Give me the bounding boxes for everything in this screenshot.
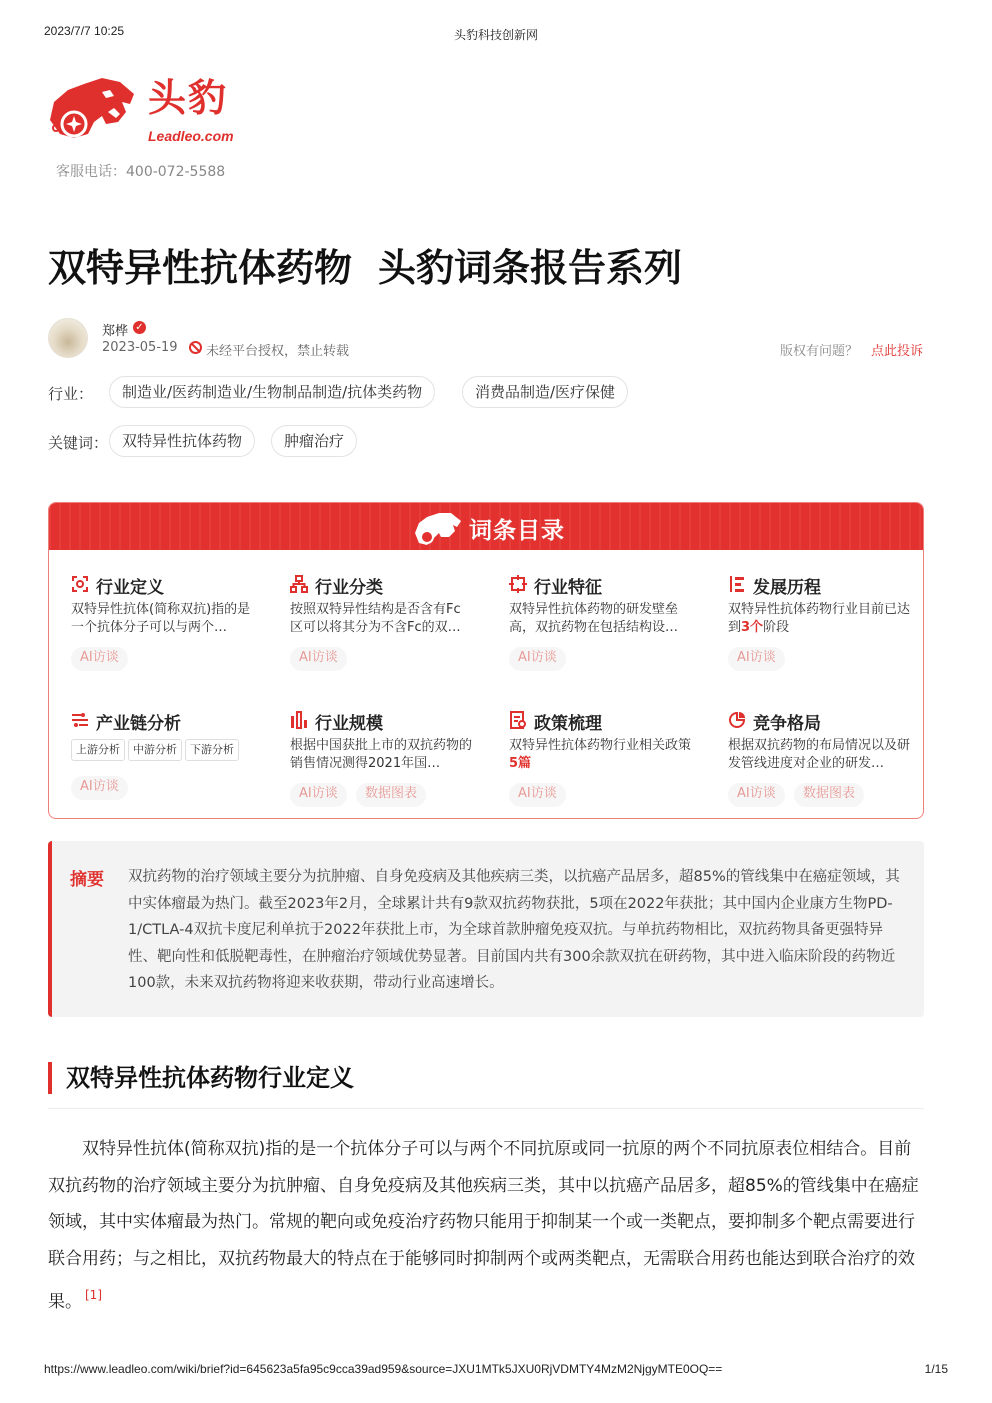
industry-tag[interactable]: 制造业/医药制造业/生物制品制造/抗体类药物 bbox=[109, 376, 435, 408]
toc-item-title: 行业定义 bbox=[96, 578, 164, 598]
classification-icon bbox=[290, 575, 308, 593]
scale-icon bbox=[290, 711, 308, 729]
toc-desc-text: 阶段 bbox=[763, 620, 790, 635]
feature-icon bbox=[509, 575, 527, 593]
toc-item-desc: 根据中国获批上市的双抗药物的销售情况测得2021年国… bbox=[290, 738, 473, 771]
toc-desc-text: 双特异性抗体药物行业目前已达到 bbox=[728, 602, 911, 635]
complaint-link[interactable]: 点此投诉 bbox=[870, 344, 923, 359]
toc-item-desc: 双特异性抗体(简称双抗)指的是一个抗体分子可以与两个… bbox=[71, 602, 251, 635]
toc-item-title: 政策梳理 bbox=[534, 714, 602, 734]
toc-item-desc: 根据双抗药物的布局情况以及研发管线进度对企业的研发… bbox=[728, 738, 911, 771]
toc-item-title: 产业链分析 bbox=[96, 714, 181, 734]
toc-item-title: 行业分类 bbox=[315, 578, 383, 598]
print-datetime: 2023/7/7 10:25 bbox=[44, 24, 125, 38]
ai-interview-button[interactable]: AI访谈 bbox=[728, 783, 785, 807]
leopard-logo-icon bbox=[411, 507, 465, 549]
title-main: 双特异性抗体药物 bbox=[48, 246, 353, 290]
brand-name: 头豹 bbox=[148, 76, 229, 120]
toc-item-title: 行业规模 bbox=[315, 714, 383, 734]
ai-interview-button[interactable]: AI访谈 bbox=[509, 647, 566, 671]
abstract-text: 双抗药物的治疗领域主要分为抗肿瘤、自身免疫病及其他疾病三类，以抗癌产品居多，超85%的管线集中在癌症领域，其中实体瘤最为热门。截至2023年2月，全球累计共有9款双抗药物获批，5项在2022年获批；其中国内企业康方生物PD-1/CTLA-4双抗卡度尼利单抗于2022年获批上市，为全球首款肿瘤免疫双抗。与单抗药物相比，双抗药物具备更强特异性、靶向性和低脱靶毒性，在肿瘤治疗领域优势显著。目前国内共有300余款双抗在研药物，其中进入临床阶段的药物近100款，未来双抗药物将迎来收获期，带动行业高速增长。 bbox=[128, 869, 900, 991]
brand-domain: Leadleo.com bbox=[148, 128, 234, 144]
title-series: 头豹词条报告系列 bbox=[378, 246, 683, 290]
chain-icon bbox=[71, 711, 89, 729]
page-number: 1/15 bbox=[924, 1362, 948, 1376]
keyword-tag[interactable]: 肿瘤治疗 bbox=[271, 425, 357, 457]
stage-count: 3个 bbox=[741, 620, 764, 635]
ai-interview-button[interactable]: AI访谈 bbox=[71, 776, 128, 800]
midstream-tag[interactable]: 中游分析 bbox=[128, 739, 182, 761]
policy-icon bbox=[509, 711, 527, 729]
ai-interview-button[interactable]: AI访谈 bbox=[728, 647, 785, 671]
ai-interview-button[interactable]: AI访谈 bbox=[71, 647, 128, 671]
data-chart-button[interactable]: 数据图表 bbox=[356, 783, 426, 807]
service-hotline: 客服电话：400-072-5588 bbox=[56, 164, 226, 180]
print-footer bbox=[44, 1362, 948, 1378]
ai-interview-button[interactable]: AI访谈 bbox=[509, 783, 566, 807]
definition-icon bbox=[71, 575, 89, 593]
body-text: 双特异性抗体(简称双抗)指的是一个抗体分子可以与两个不同抗原或同一抗原的两个不同抗原表位相结合。目前双抗药物的治疗领域主要分为抗肿瘤、自身免疫病及其他疾病三类，其中以抗癌产品居多，超85%的管线集中在癌症领域，其中实体瘤最为热门。常规的靶向或免疫治疗药物只能用于抑制某一个或一类靶点，要抑制多个靶点需要进行联合用药；与之相比，双抗药物最大的特点在于能够同时抑制两个或两类靶点，无需联合用药也能达到联合治疗的效果。 bbox=[48, 1139, 919, 1312]
policy-count: 5篇 bbox=[509, 756, 532, 771]
competition-icon bbox=[728, 711, 746, 729]
section-divider bbox=[48, 1108, 924, 1109]
keywords-label: 关键词： bbox=[48, 434, 109, 452]
downstream-tag[interactable]: 下游分析 bbox=[185, 739, 239, 761]
author-avatar[interactable] bbox=[48, 318, 88, 358]
reference-link[interactable]: [1] bbox=[85, 1288, 102, 1302]
page-url: https://www.leadleo.com/wiki/brief?id=645623a5fa95c9cca39ad959&source=JXU1MTk5JXU0RjVDMTY4MzM2NjgyMTE0OQ== bbox=[44, 1362, 723, 1376]
data-chart-button[interactable]: 数据图表 bbox=[794, 783, 864, 807]
toc-title: 词条目录 bbox=[469, 518, 565, 544]
toc-item-desc: 按照双特异性结构是否含有Fc区可以将其分为不含Fc的双… bbox=[290, 602, 461, 635]
abstract-box bbox=[48, 841, 924, 1017]
keyword-tag[interactable]: 双特异性抗体药物 bbox=[109, 425, 255, 457]
abstract-label: 摘要 bbox=[70, 870, 104, 890]
toc-item-desc bbox=[509, 737, 691, 773]
upstream-tag[interactable]: 上游分析 bbox=[71, 739, 125, 761]
toc-desc-text: 双特异性抗体药物行业相关政策 bbox=[509, 738, 692, 753]
leadleo-logo[interactable] bbox=[44, 72, 244, 152]
history-icon bbox=[728, 575, 746, 593]
prohibited-icon bbox=[189, 341, 202, 354]
copyright-question: 版权有问题？ bbox=[779, 344, 858, 359]
toc-item-title: 行业特征 bbox=[534, 578, 602, 598]
toc-item-title: 发展历程 bbox=[753, 578, 821, 598]
toc-item-title: 竞争格局 bbox=[753, 714, 821, 734]
section-title: 双特异性抗体药物行业定义 bbox=[48, 1062, 354, 1094]
rights-notice: 未经平台授权，禁止转载 bbox=[206, 344, 350, 359]
ai-interview-button[interactable]: AI访谈 bbox=[290, 783, 347, 807]
print-header bbox=[44, 24, 948, 40]
toc-item-desc: 双特异性抗体药物的研发壁垒高，双抗药物在包括结构设… bbox=[509, 602, 679, 635]
industry-tag[interactable]: 消费品制造/医疗保健 bbox=[462, 376, 628, 408]
leopard-logo-icon bbox=[44, 72, 140, 148]
author-name[interactable]: 郑桦 bbox=[102, 324, 129, 339]
publish-date: 2023-05-19 bbox=[102, 340, 178, 355]
table-of-contents bbox=[48, 502, 924, 819]
toc-header bbox=[49, 503, 923, 550]
toc-item-desc bbox=[728, 601, 910, 637]
industry-label: 行业： bbox=[48, 385, 94, 403]
print-site-title: 头豹科技创新网 bbox=[453, 28, 538, 42]
section-body bbox=[48, 1131, 926, 1321]
ai-interview-button[interactable]: AI访谈 bbox=[290, 647, 347, 671]
page-title bbox=[48, 244, 682, 292]
verified-badge-icon: ✓ bbox=[133, 321, 146, 334]
